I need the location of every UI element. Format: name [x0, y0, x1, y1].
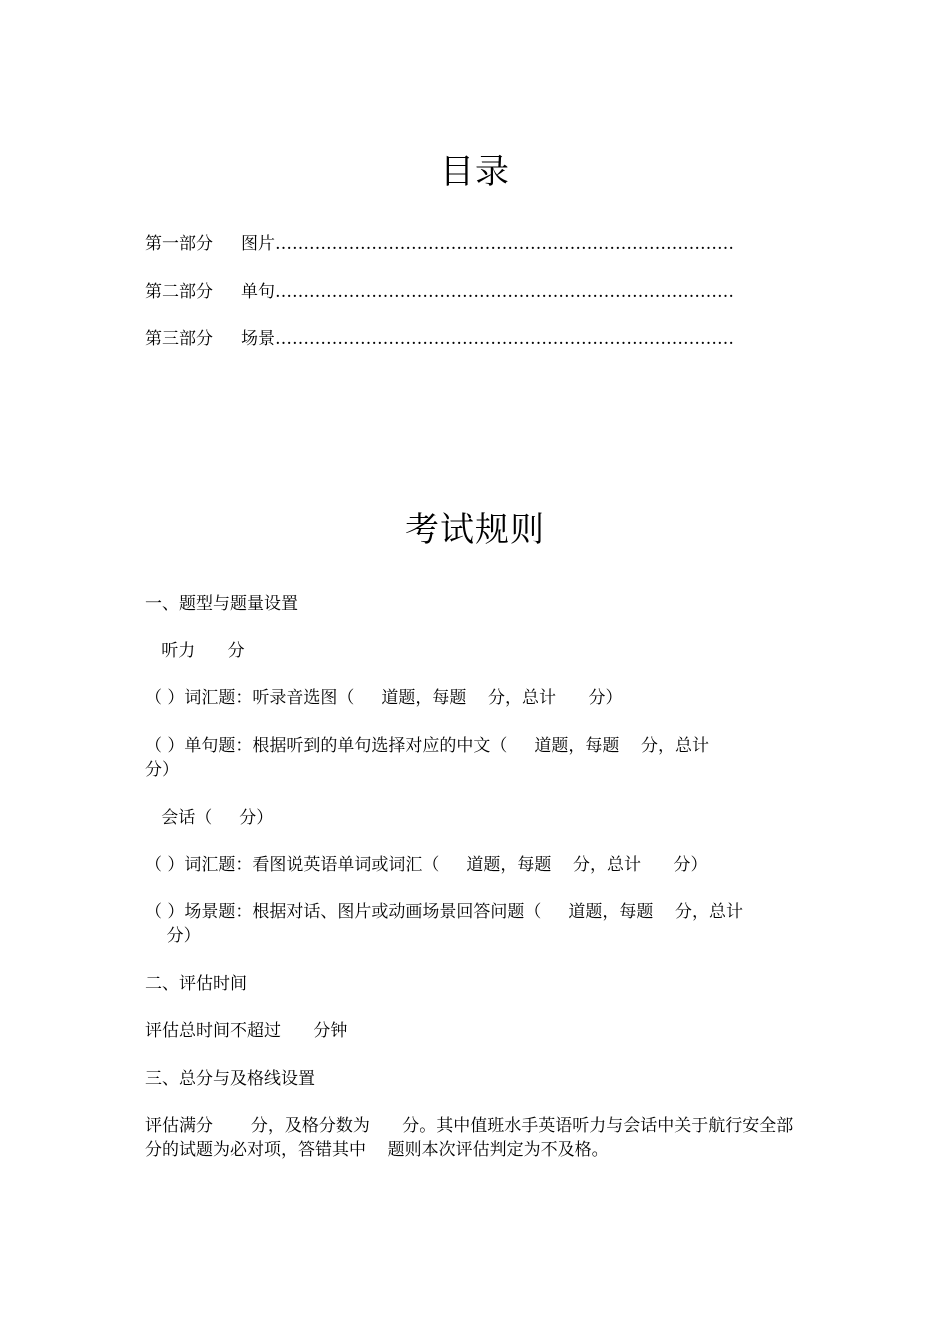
speaking-scene-item: （ ）场景题：根据对话、图片或动画场景回答问题（ 道题，每题 分，总计 分）	[145, 902, 744, 946]
score-description: 评估满分 分，及格分数为 分。其中值班水手英语听力与会话中关于航行安全部分的试题为必对项，答错其中 题则本次评估判定为不及格。	[145, 1116, 794, 1160]
toc-entry-part: 第一部分	[145, 234, 213, 254]
listening-sentence-item: （ ）单句题：根据听到的单句选择对应的中文（ 道题，每题 分，总计 分）	[145, 736, 710, 780]
conversation-line: 会话（ 分）	[145, 808, 274, 828]
toc-entry-part: 第三部分	[145, 329, 213, 349]
section-heading-time: 二、评估时间	[145, 974, 247, 994]
toc-entry-2	[145, 280, 785, 304]
time-limit-line: 评估总时间不超过 分钟	[145, 1021, 348, 1041]
section-heading-scores: 三、总分与及格线设置	[145, 1069, 315, 1089]
toc-entry-name: 单句	[241, 282, 275, 302]
toc-entry-1	[145, 232, 785, 256]
speaking-vocab-item: （ ）词汇题：看图说英语单词或词汇（ 道题，每题 分，总计 分）	[145, 855, 708, 875]
rules-title: 考试规则	[405, 510, 545, 550]
toc-leader-dots: ………………………………………………………………………	[275, 329, 734, 349]
toc-leader-dots: ………………………………………………………………………	[275, 234, 734, 254]
toc-entry-name: 图片	[241, 234, 275, 254]
listening-vocab-item: （ ）词汇题：听录音选图（ 道题，每题 分，总计 分）	[145, 688, 623, 708]
toc-entry-3	[145, 327, 785, 351]
toc-entry-part: 第二部分	[145, 282, 213, 302]
toc-title: 目录	[440, 152, 510, 192]
section-heading-question-types: 一、题型与题量设置	[145, 594, 298, 614]
toc-leader-dots: ………………………………………………………………………	[275, 282, 734, 302]
listening-line: 听力 分	[145, 641, 245, 661]
toc-entry-name: 场景	[241, 329, 275, 349]
